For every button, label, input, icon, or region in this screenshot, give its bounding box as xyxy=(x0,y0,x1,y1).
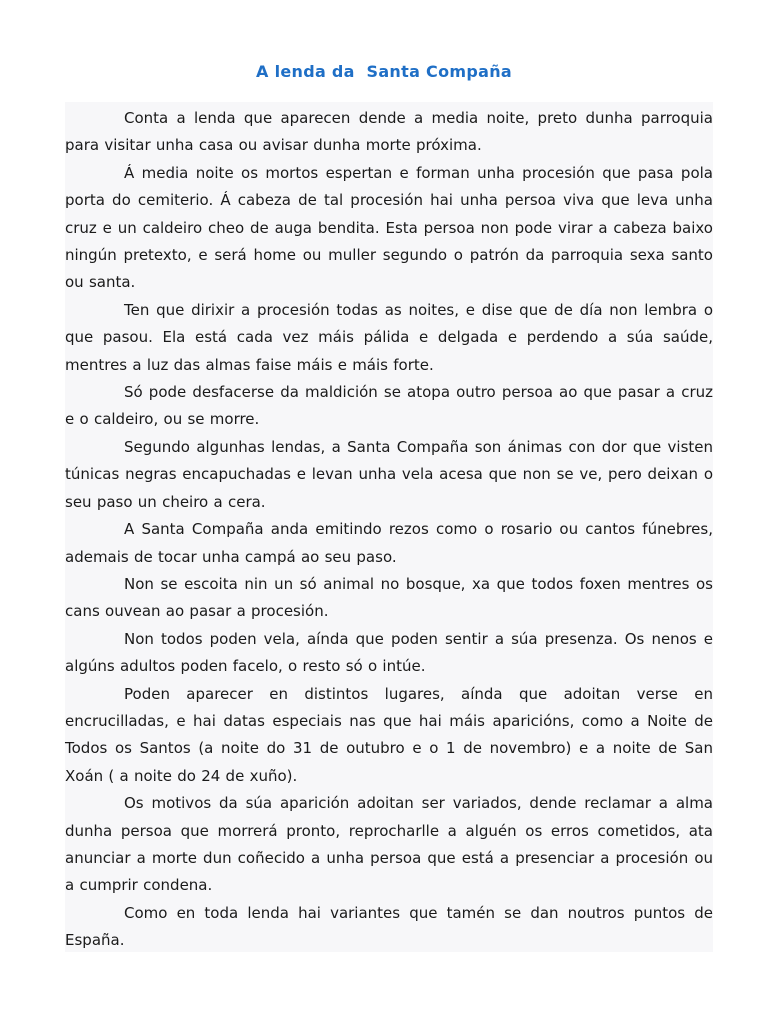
paragraph-3: Ten que dirixir a procesión todas as noites, e dise que de día non lembra o que pasou. Ela está cada vez máis pálida e delgada e perdendo a súa saúde, mentres a luz das almas faise máis e máis forte. xyxy=(65,300,713,374)
paragraph-1: Conta a lenda que aparecen dende a media noite, preto dunha parroquia para visitar unha casa ou avisar dunha morte próxima. xyxy=(65,109,713,155)
paragraph-10: Os motivos da súa aparición adoitan ser variados, dende reclamar a alma dunha persoa que morrerá pronto, reprocharlle a alguén os erros cometidos, ata anunciar a morte dun coñecido a unha persoa que está a presenciar a procesión ou a cumprir condena. xyxy=(65,794,713,895)
paragraph-11: Como en toda lenda hai variantes que tamén se dan noutros puntos de España. xyxy=(65,903,713,950)
paragraph-6: A Santa Compaña anda emitindo rezos como o rosario ou cantos fúnebres, ademais de tocar unha campá ao seu paso. xyxy=(65,520,713,566)
text-block xyxy=(65,102,713,952)
paragraph-4: Só pode desfacerse da maldición se atopa outro persoa ao que pasar a cruz e o caldeiro, ou se morre. xyxy=(65,383,713,429)
paragraph-5: Segundo algunhas lendas, a Santa Compaña son ánimas con dor que visten túnicas negras encapuchadas e levan unha vela acesa que non se ve, pero deixan o seu paso un cheiro a cera. xyxy=(65,437,713,511)
paragraph-8: Non todos poden vela, aínda que poden sentir a súa presenza. Os nenos e algúns adultos poden facelo, o resto só o intúe. xyxy=(65,629,713,676)
paragraph-2: Á media noite os mortos espertan e forman unha procesión que pasa pola porta do cemiterio. Á cabeza de tal procesión hai unha persoa viva que leva unha cruz e un caldeiro cheo de auga bendita. Esta persoa non pode virar a cabeza baixo ningún pretexto, e será home ou muller segundo o patrón da parroquia sexa santo ou santa. xyxy=(65,163,713,292)
document-title: A lenda da Santa Compaña xyxy=(256,62,512,81)
paragraph-7: Non se escoita nin un só animal no bosque, xa que todos foxen mentres os cans ouvean ao pasar a procesión. xyxy=(65,574,713,621)
paragraph-9: Poden aparecer en distintos lugares, aínda que adoitan verse en encrucilladas, e hai datas especiais nas que hai máis aparicións, como a Noite de Todos os Santos (a noite do 31 de outubro e o 1 de novembro) e a noite de San Xoán ( a noite do 24 de xuño). xyxy=(65,684,713,785)
